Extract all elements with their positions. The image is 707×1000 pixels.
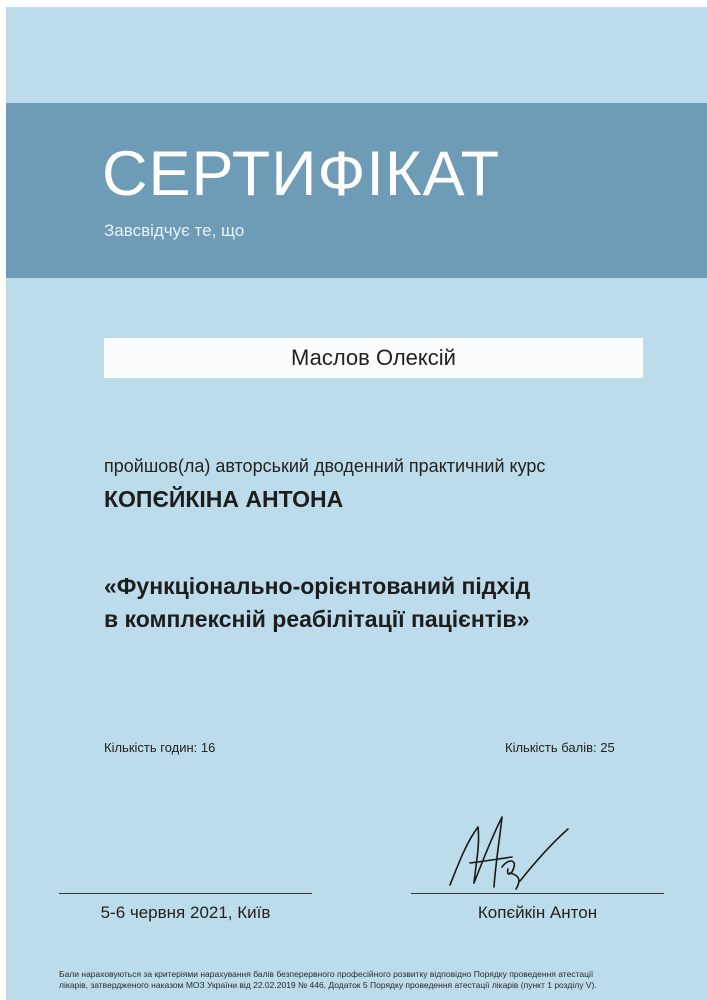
course-intro: пройшов(ла) авторський дводенний практичний курс <box>104 456 546 476</box>
footnote-line-2: лікарів, затвердженого наказом МОЗ України від 22.02.2019 № 446, Додаток 5 Порядку проведення атестації лікарів (пункт 1 розділу V). <box>59 980 597 990</box>
header-banner <box>6 103 707 278</box>
course-title-line-2: в комплексній реабілітації пацієнтів» <box>104 606 530 632</box>
points-count: Кількість балів: 25 <box>505 740 615 755</box>
hours-count: Кількість годин: 16 <box>104 740 216 755</box>
recipient-name-box <box>104 338 643 378</box>
signature-image <box>436 805 571 895</box>
footnote-line-1: Бали нараховуються за критеріями нарахування балів безперервного професійного розвитку відповідно Порядку проведення атестації <box>59 969 594 979</box>
course-author: КОПЄЙКІНА АНТОНА <box>104 486 344 512</box>
certificate-title: СЕРТИФІКАТ <box>102 139 501 209</box>
date-place: 5-6 червня 2021, Київ <box>100 903 271 922</box>
signature-line <box>411 893 664 894</box>
certificate-page <box>6 7 707 1000</box>
footnote <box>59 969 597 991</box>
certificate-subtitle: Завсвідчує те, що <box>104 221 245 240</box>
course-title-line-1: «Функціонально-орієнтований підхід <box>104 573 531 599</box>
course-title <box>104 570 530 636</box>
signer-name: Копєйкін Антон <box>477 903 598 922</box>
date-line <box>59 893 312 894</box>
recipient-name: Маслов Олексій <box>291 345 456 370</box>
